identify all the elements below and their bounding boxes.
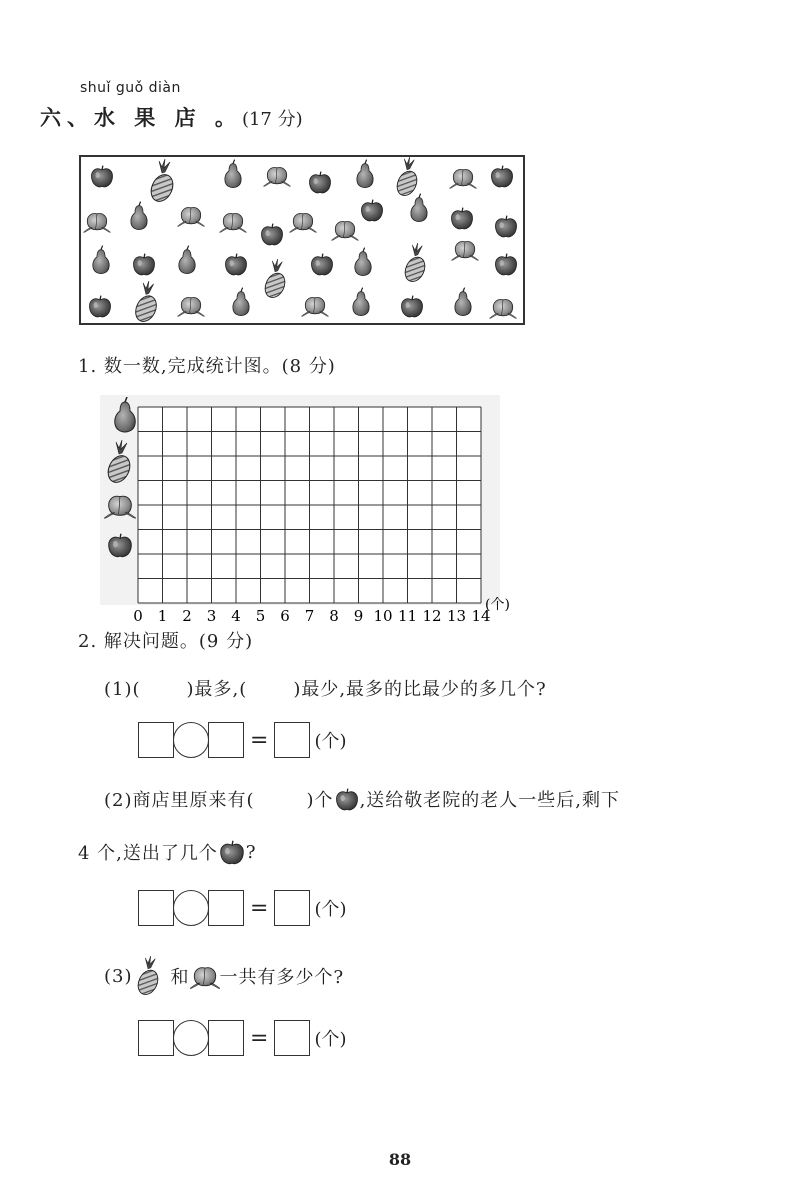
pear-icon bbox=[93, 246, 109, 274]
q2p2-equation bbox=[138, 890, 346, 926]
x-tick-label: 2 bbox=[182, 607, 192, 625]
section-score: (17 分) bbox=[241, 109, 303, 130]
pineapple-icon bbox=[393, 157, 420, 199]
x-tick-label: 12 bbox=[422, 607, 442, 625]
apple-icon bbox=[312, 254, 333, 275]
result-box[interactable] bbox=[274, 890, 310, 926]
pear-icon bbox=[233, 288, 249, 316]
section-title bbox=[40, 102, 303, 132]
q2p3-a: (3) bbox=[104, 965, 133, 987]
q2-part3-text bbox=[104, 956, 344, 996]
unit-label: (个) bbox=[314, 899, 347, 920]
x-tick-label: 8 bbox=[329, 607, 339, 625]
q2p3-b: 和 bbox=[170, 967, 190, 988]
answer-box[interactable] bbox=[208, 722, 244, 758]
q1-title: 1. 数一数,完成统计图。(8 分) bbox=[78, 356, 336, 377]
pineapple-icon bbox=[401, 243, 428, 285]
apple-icon bbox=[452, 208, 473, 229]
pineapple-icon bbox=[147, 159, 177, 205]
equals-sign: = bbox=[250, 895, 269, 921]
apple-icon bbox=[134, 254, 155, 275]
x-tick-label: 10 bbox=[373, 607, 393, 625]
q2p2-line2b: ? bbox=[245, 841, 257, 863]
apple-icon bbox=[492, 166, 513, 187]
page-number: 88 bbox=[388, 1150, 412, 1169]
pear-icon bbox=[355, 248, 371, 276]
unit-label: (个) bbox=[314, 731, 347, 752]
operator-circle[interactable] bbox=[173, 1020, 209, 1056]
apple-icon bbox=[496, 254, 517, 275]
x-tick-label: 9 bbox=[353, 607, 364, 625]
operator-circle[interactable] bbox=[173, 722, 209, 758]
q2p1-equation bbox=[138, 722, 346, 758]
q2p3-equation bbox=[138, 1020, 346, 1056]
pear-icon bbox=[357, 160, 373, 188]
chart-x-ticks bbox=[133, 607, 490, 625]
peach-icon bbox=[289, 213, 316, 232]
q2-title: 2. 解决问题。(9 分) bbox=[78, 631, 254, 652]
x-tick-label: 6 bbox=[280, 607, 290, 625]
x-tick-label: 3 bbox=[206, 607, 217, 625]
peach-icon bbox=[190, 962, 220, 990]
pear-icon bbox=[179, 246, 195, 274]
apple-icon bbox=[310, 172, 331, 193]
section-pinyin: shuǐ guǒ diàn bbox=[80, 80, 181, 96]
apple-icon bbox=[262, 224, 283, 245]
pineapple-icon bbox=[133, 956, 163, 996]
pear-icon bbox=[411, 194, 427, 222]
x-tick-label: 4 bbox=[231, 607, 241, 625]
result-box[interactable] bbox=[274, 1020, 310, 1056]
pear-icon bbox=[455, 288, 471, 316]
section-title-text: 六、水 果 店 。 bbox=[40, 105, 242, 130]
apple-icon bbox=[92, 166, 113, 187]
pineapple-icon bbox=[261, 259, 288, 301]
answer-box[interactable] bbox=[138, 1020, 174, 1056]
peach-icon bbox=[331, 221, 358, 240]
x-tick-label: 13 bbox=[446, 607, 467, 625]
x-tick-label: 0 bbox=[133, 607, 143, 625]
q2-part2-line1 bbox=[104, 786, 620, 812]
peach-icon bbox=[177, 207, 204, 226]
chart-unit-label: (个) bbox=[485, 597, 510, 613]
apple-icon bbox=[496, 216, 517, 237]
apple-icon bbox=[218, 838, 246, 866]
x-tick-label: 11 bbox=[397, 607, 418, 625]
apple-icon bbox=[362, 200, 383, 221]
peach-icon bbox=[451, 241, 478, 260]
peach-icon bbox=[489, 299, 516, 318]
q2p2-line2a: 4 个,送出了几个 bbox=[78, 843, 218, 864]
unit-label: (个) bbox=[314, 1029, 347, 1050]
apple-icon bbox=[90, 296, 111, 317]
result-box[interactable] bbox=[274, 722, 310, 758]
peach-icon bbox=[301, 297, 328, 316]
q2p1-prefix: (1)( bbox=[104, 679, 141, 700]
fruit-picture bbox=[79, 155, 525, 325]
equals-sign: = bbox=[250, 1025, 269, 1051]
apple-icon bbox=[226, 254, 247, 275]
pineapple-icon bbox=[132, 281, 161, 325]
pear-icon bbox=[131, 202, 147, 230]
statistics-chart[interactable] bbox=[100, 395, 510, 625]
peach-icon bbox=[177, 297, 204, 316]
peach-icon bbox=[83, 213, 110, 232]
apple-icon bbox=[402, 296, 423, 317]
pear-icon bbox=[225, 160, 241, 188]
answer-box[interactable] bbox=[138, 890, 174, 926]
operator-circle[interactable] bbox=[173, 890, 209, 926]
q2p1-mid: )最多,( bbox=[186, 679, 248, 700]
peach-icon bbox=[263, 167, 290, 186]
x-tick-label: 14 bbox=[471, 607, 491, 625]
q2p2-line1a: (2)商店里原来有( bbox=[104, 790, 255, 811]
x-tick-label: 5 bbox=[255, 607, 266, 625]
fruit-scene bbox=[81, 157, 523, 323]
apple-icon bbox=[334, 786, 360, 812]
pear-icon bbox=[353, 288, 369, 316]
q2p2-line1c: ,送给敬老院的老人一些后,剩下 bbox=[359, 790, 621, 811]
equals-sign: = bbox=[250, 727, 269, 753]
answer-box[interactable] bbox=[138, 722, 174, 758]
answer-box[interactable] bbox=[208, 890, 244, 926]
q2p1-suffix: )最少,最多的比最少的多几个? bbox=[293, 679, 547, 700]
answer-box[interactable] bbox=[208, 1020, 244, 1056]
x-tick-label: 7 bbox=[304, 607, 315, 625]
chart-grid bbox=[138, 407, 481, 603]
x-tick-label: 1 bbox=[157, 607, 168, 625]
q2p3-c: 一共有多少个? bbox=[219, 967, 345, 988]
peach-icon bbox=[449, 169, 476, 188]
q2-part1-text bbox=[104, 675, 547, 701]
q2p2-line1b: )个 bbox=[306, 790, 334, 811]
q2-part2-line2 bbox=[78, 838, 257, 866]
peach-icon bbox=[219, 213, 246, 232]
